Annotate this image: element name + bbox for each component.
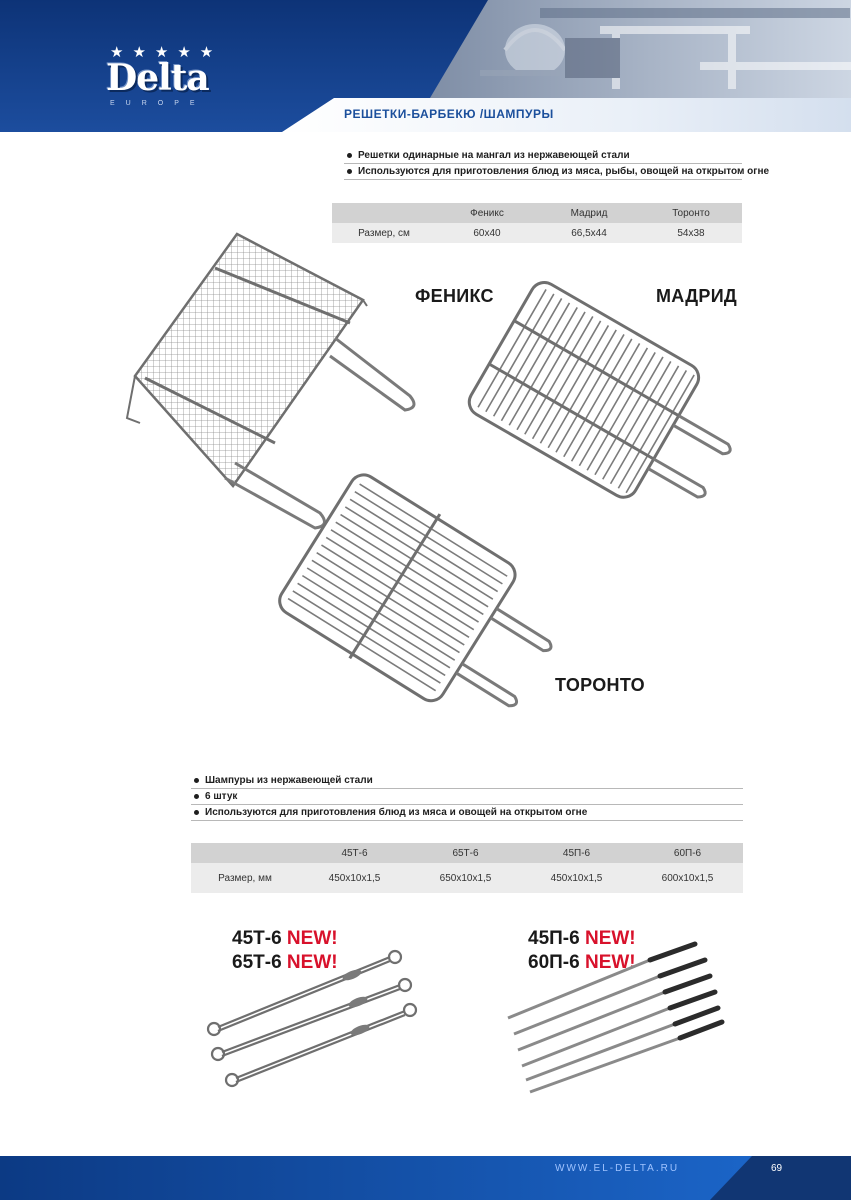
table-row-label: Размер, см xyxy=(332,223,436,243)
new-badge: NEW! xyxy=(286,952,338,973)
new-badge: NEW! xyxy=(584,928,636,949)
bullet-dot xyxy=(194,778,199,783)
page-number: 69 xyxy=(771,1163,783,1174)
table-header-cell: Торонто xyxy=(640,203,742,223)
new-badge: NEW! xyxy=(286,928,338,949)
table-header-cell: 45П-6 xyxy=(521,843,632,863)
bullet-dot xyxy=(347,169,352,174)
bullet-dot xyxy=(194,810,199,815)
model-code: 45Т-6 xyxy=(232,928,282,949)
logo-stars: ★★★★★ xyxy=(110,43,223,61)
list-item xyxy=(191,805,743,821)
list-item xyxy=(344,164,770,180)
logo-wordmark: Delta xyxy=(106,57,209,99)
table-header-cell: 45Т-6 xyxy=(299,843,410,863)
list-item xyxy=(191,773,743,789)
list-item xyxy=(344,148,742,164)
grills-bullet-list xyxy=(344,148,770,180)
table-header-cell: Феникс xyxy=(436,203,538,223)
table-cell: 66,5x44 xyxy=(538,223,640,243)
bullet-dot xyxy=(347,153,352,158)
table-header-cell xyxy=(191,843,299,863)
skewers-size-table xyxy=(191,843,743,893)
model-code: 60П-6 xyxy=(528,952,580,973)
table-cell: 54x38 xyxy=(640,223,742,243)
bullet-dot xyxy=(194,794,199,799)
page-footer-band xyxy=(0,1156,851,1200)
table-row-label: Размер, мм xyxy=(191,863,299,893)
product-name-toronto: ТОРОНТО xyxy=(555,675,645,695)
table-cell: 60x40 xyxy=(436,223,538,243)
model-code: 65Т-6 xyxy=(232,952,282,973)
list-item xyxy=(191,789,743,805)
product-name-fenix: ФЕНИКС xyxy=(415,286,494,306)
table-header-cell: 60П-6 xyxy=(632,843,743,863)
table-header-row xyxy=(191,843,743,863)
delta-logo xyxy=(106,44,240,114)
table-row xyxy=(191,863,743,893)
bullet-text: Решетки одинарные на мангал из нержавеющей стали xyxy=(358,150,630,161)
bullet-text: Шампуры из нержавеющей стали xyxy=(205,775,373,786)
table-cell: 450x10x1,5 xyxy=(299,863,410,893)
model-code: 45П-6 xyxy=(528,928,580,949)
bullet-text: 6 штук xyxy=(205,791,238,802)
table-header-row xyxy=(332,203,742,223)
flat-skewers-image xyxy=(500,940,730,1095)
toronto-grill-image xyxy=(258,460,568,760)
ring-skewers-image xyxy=(200,945,425,1090)
skewers-bullet-list xyxy=(191,773,743,821)
table-cell: 450x10x1,5 xyxy=(521,863,632,893)
section-title: РЕШЕТКИ-БАРБЕКЮ /ШАМПУРЫ xyxy=(344,107,554,121)
logo-subtitle: EUROPE xyxy=(110,100,206,107)
page-header xyxy=(0,0,851,132)
product-name-madrid: МАДРИД xyxy=(656,286,738,306)
table-header-cell xyxy=(332,203,436,223)
table-header-cell: Мадрид xyxy=(538,203,640,223)
footer-website-link[interactable]: WWW.EL-DELTA.RU xyxy=(555,1163,680,1174)
bullet-text: Используются для приготовления блюд из мяса, рыбы, овощей на открытом огне xyxy=(358,166,770,177)
table-cell: 650x10x1,5 xyxy=(410,863,521,893)
table-cell: 600x10x1,5 xyxy=(632,863,743,893)
bullet-text: Используются для приготовления блюд из мяса и овощей на открытом огне xyxy=(205,807,588,818)
new-badge: NEW! xyxy=(584,952,636,973)
table-header-cell: 65Т-6 xyxy=(410,843,521,863)
